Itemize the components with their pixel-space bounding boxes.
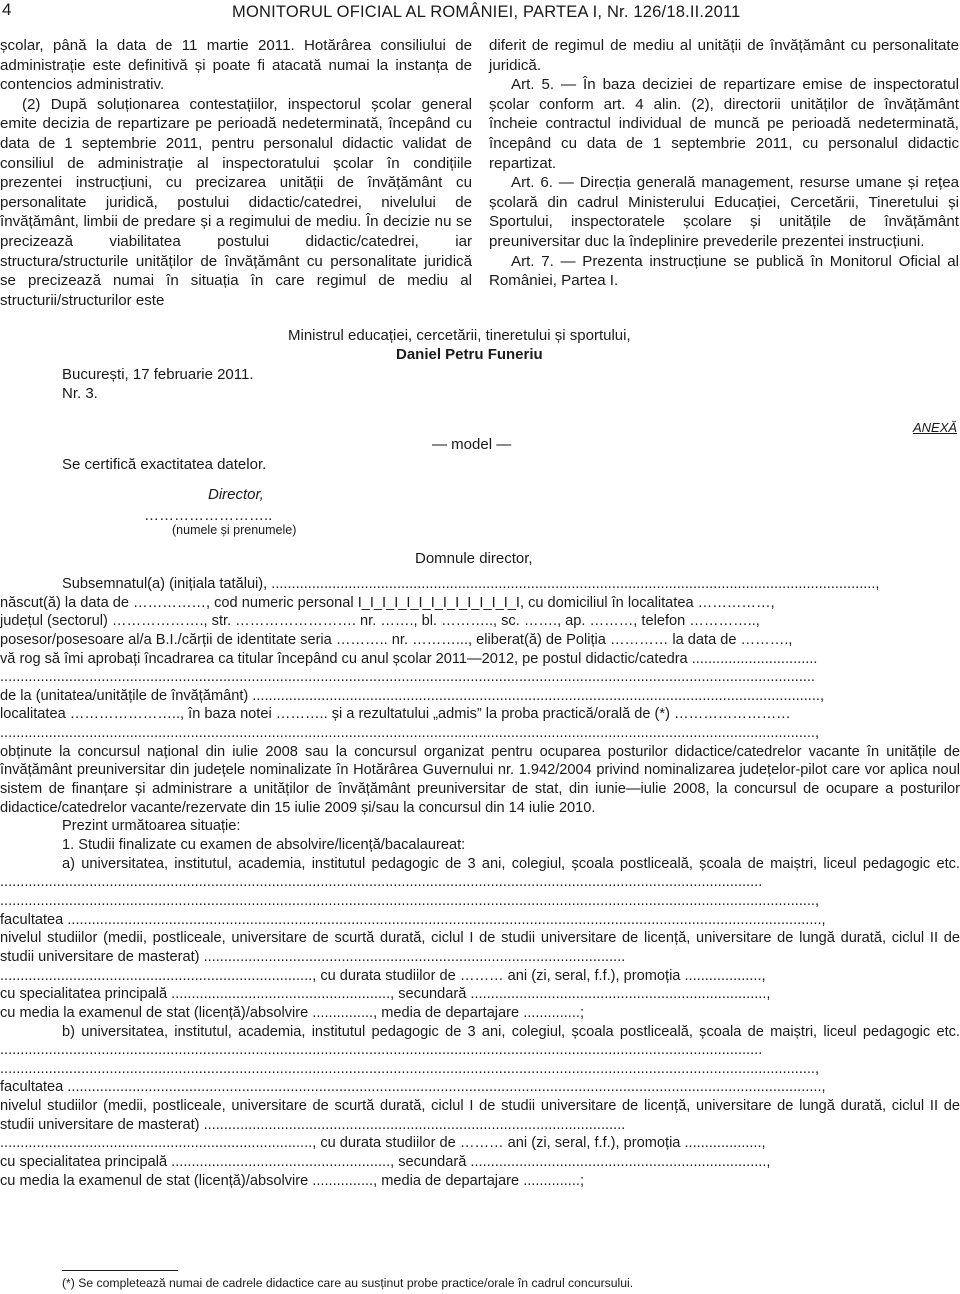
salutation: Domnule director, [415,550,533,567]
item-b: b) universitatea, institutul, academia, institutul pedagogic de 3 ani, colegiul, școala postliceală, școala de maiștri, liceul pedagogic etc. ............................................................................................................................................................................................ [0,1023,960,1059]
model-label: — model — [432,436,512,453]
form-line: județul (sectorul) ………………., str. ……………………. nr. ……., bl. ……….., sc. ……., ap. ………, telefon ………….., [0,613,760,630]
form-line: ........................................................................................................................................................................................................., [0,892,820,909]
article-6: Art. 6. — Direcția generală management, resurse umane și rețea școlară din cadrul Ministerului Educației, Cercetării, Tineretului și Sportului, inspectoratele școlare și unitățile de învățământ preuniversitar duc la îndeplinire prevederile prezentei instrucțiuni. [489,174,959,250]
form-line: ........................................................................................................................................................................................................., [0,1060,820,1077]
form-line: localitatea ………………….., în baza notei ……….. și a rezultatului „admis” la proba practică/orală de (*) …………………… [0,706,791,723]
form-line: ........................................................................................................................................................................................................., [0,725,820,742]
certify-line: Se certifică exactitatea datelor. [62,456,267,473]
left-paragraph-2: (2) După soluționarea contestațiilor, inspectorul școlar general emite decizia de repartizare pe perioadă nedeterminată, începând cu data de 1 septembrie 2011, pentru personalul didactic validat de consiliul de administrație al inspectoratului școlar în condițiile prezentei instrucțiuni, cu precizarea unității de învățământ cu personalitate juridică, postului didactic/catedrei, nivelului de învățământ, limbii de predare și a regimului de mediu. În decizie nu se precizează viabilitatea postului didactic/catedrei, iar structura/structurile unităților de învățământ cu personalitate juridică se precizează numai în situația în care regimul de mediu al structurii/structurilor este [0,95,472,309]
concurs-paragraph: obținute la concursul național din iulie 2008 sau la concursul organizat pentru ocuparea posturilor didactice/catedrelor vacante în unitățile de învățământ preuniversitar din județele nominalizate în Hotărârea Guvernului nr. 1.942/2004 privind nominalizarea județelor-pilot care vor aplica noul sistem de finanțare și administrare a unităților de învățământ preuniversitar de stat, din iunie—iulie 2008, la concursul de ocupare a posturilor didactice/catedrelor vacante/rezervate din 15 iulie 2009 și/sau la concursul din 14 iulie 2010. [0,743,960,816]
director-label: Director, [208,486,264,503]
durata-line: ............................................................................., cu durata studiilor de ……… ani (zi, seral, f.f.), promoția ..................., [0,967,766,984]
form-line: născut(ă) la data de ……………, cod numeric personal I_I_I_I_I_I_I_I_I_I_I_I_I_I, cu domiciliul în localitatea ……………, [0,594,775,611]
article-7: Art. 7. — Prezenta instrucțiune se publică în Monitorul Oficial al României, Partea I. [489,252,959,290]
minister-title: Ministrul educației, cercetării, tineretului și sportului, [288,327,631,344]
nivel-line: nivelul studiilor (medii, postliceale, universitare de scurtă durată, ciclul I de studii universitare de licență, universitare de lungă durată, ciclul II de studii universitare de masterat) ........................................................................................................ [0,930,960,965]
media-line: cu media la examenul de stat (licență)/absolvire ..............., media de departajare ..............; [0,1004,585,1021]
prezint-line: Prezint următoarea situație: [62,818,241,835]
right-column [489,36,959,291]
article-5: Art. 5. — În baza deciziei de repartizare emise de inspectoratul școlar conform art. 4 alin. (2), directorii unităților de învățământ încheie contractul individual de muncă pe perioadă nedeterminată, începând cu data de 1 septembrie 2011, cu personalul didactic repartizat. [489,76,959,172]
durata-line: ............................................................................., cu durata studiilor de ……… ani (zi, seral, f.f.), promoția ..................., [0,1135,766,1152]
specialitatea-line: cu specialitatea principală ......................................................, secundară ........................................................................., [0,986,771,1003]
facultatea-line: facultatea .........................................................................................................................................................................................., [0,1079,826,1096]
running-title: MONITORUL OFICIAL AL ROMÂNIEI, PARTEA I, Nr. 126/18.II.2011 [232,3,741,21]
form-line: ......................................................................................................................................................................................................... [0,669,815,686]
form-line: Subsemnatul(a) (inițiala tatălui), ....................................................................................................................................................., [62,576,880,592]
left-paragraph-1: școlar, până la data de 11 martie 2011. Hotărârea consiliului de administrație este definitivă și poate fi atacată numai la instanța de contencios administrativ. [0,37,472,94]
footnote-rule [62,1270,178,1271]
annex-label: ANEXĂ [913,420,958,435]
names-hint: (numele și prenumele) [172,523,297,537]
form-line: posesor/posesoare al/a B.I./cărții de identitate seria ……….. nr. ………..., eliberat(ă) de Poliția ………… la data de ………., [0,631,793,648]
footnote: (*) Se completează numai de cadrele didactice care au susținut probe practice/orale în cadrul concursului. [62,1276,634,1290]
right-paragraph-1: diferit de regimul de mediu al unității de învățământ cu personalitate juridică. [489,37,959,74]
left-column [0,36,472,310]
form-line: vă rog să îmi aprobați încadrarea ca titular începând cu anul școlar 2011—2012, pe postul didactic/catedra ............................... [0,650,818,667]
application-form [0,575,960,1190]
signature-dots: …………………….. [144,507,273,524]
form-line: de la (unitatea/unitățile de învățământ) ............................................................................................................................................, [0,687,825,704]
minister-name: Daniel Petru Funeriu [396,346,543,363]
studii-heading: 1. Studii finalizate cu examen de absolvire/licență/bacalaureat: [62,837,466,854]
media-line: cu media la examenul de stat (licență)/absolvire ..............., media de departajare ..............; [0,1172,585,1189]
specialitatea-line: cu specialitatea principală ......................................................, secundară ........................................................................., [0,1154,771,1171]
nivel-line: nivelul studiilor (medii, postliceale, universitare de scurtă durată, ciclul I de studii universitare de licență, universitare de lungă durată, ciclul II de studii universitare de masterat) ........................................................................................................ [0,1098,960,1133]
page-number: 4 [2,0,12,19]
document-number: Nr. 3. [62,385,98,402]
place-date: București, 17 februarie 2011. [62,366,254,383]
item-a: a) universitatea, institutul, academia, institutul pedagogic de 3 ani, colegiul, școala postliceală, școala de maiștri, liceul pedagogic etc. ............................................................................................................................................................................................ [0,855,960,891]
facultatea-line: facultatea .........................................................................................................................................................................................., [0,911,826,928]
